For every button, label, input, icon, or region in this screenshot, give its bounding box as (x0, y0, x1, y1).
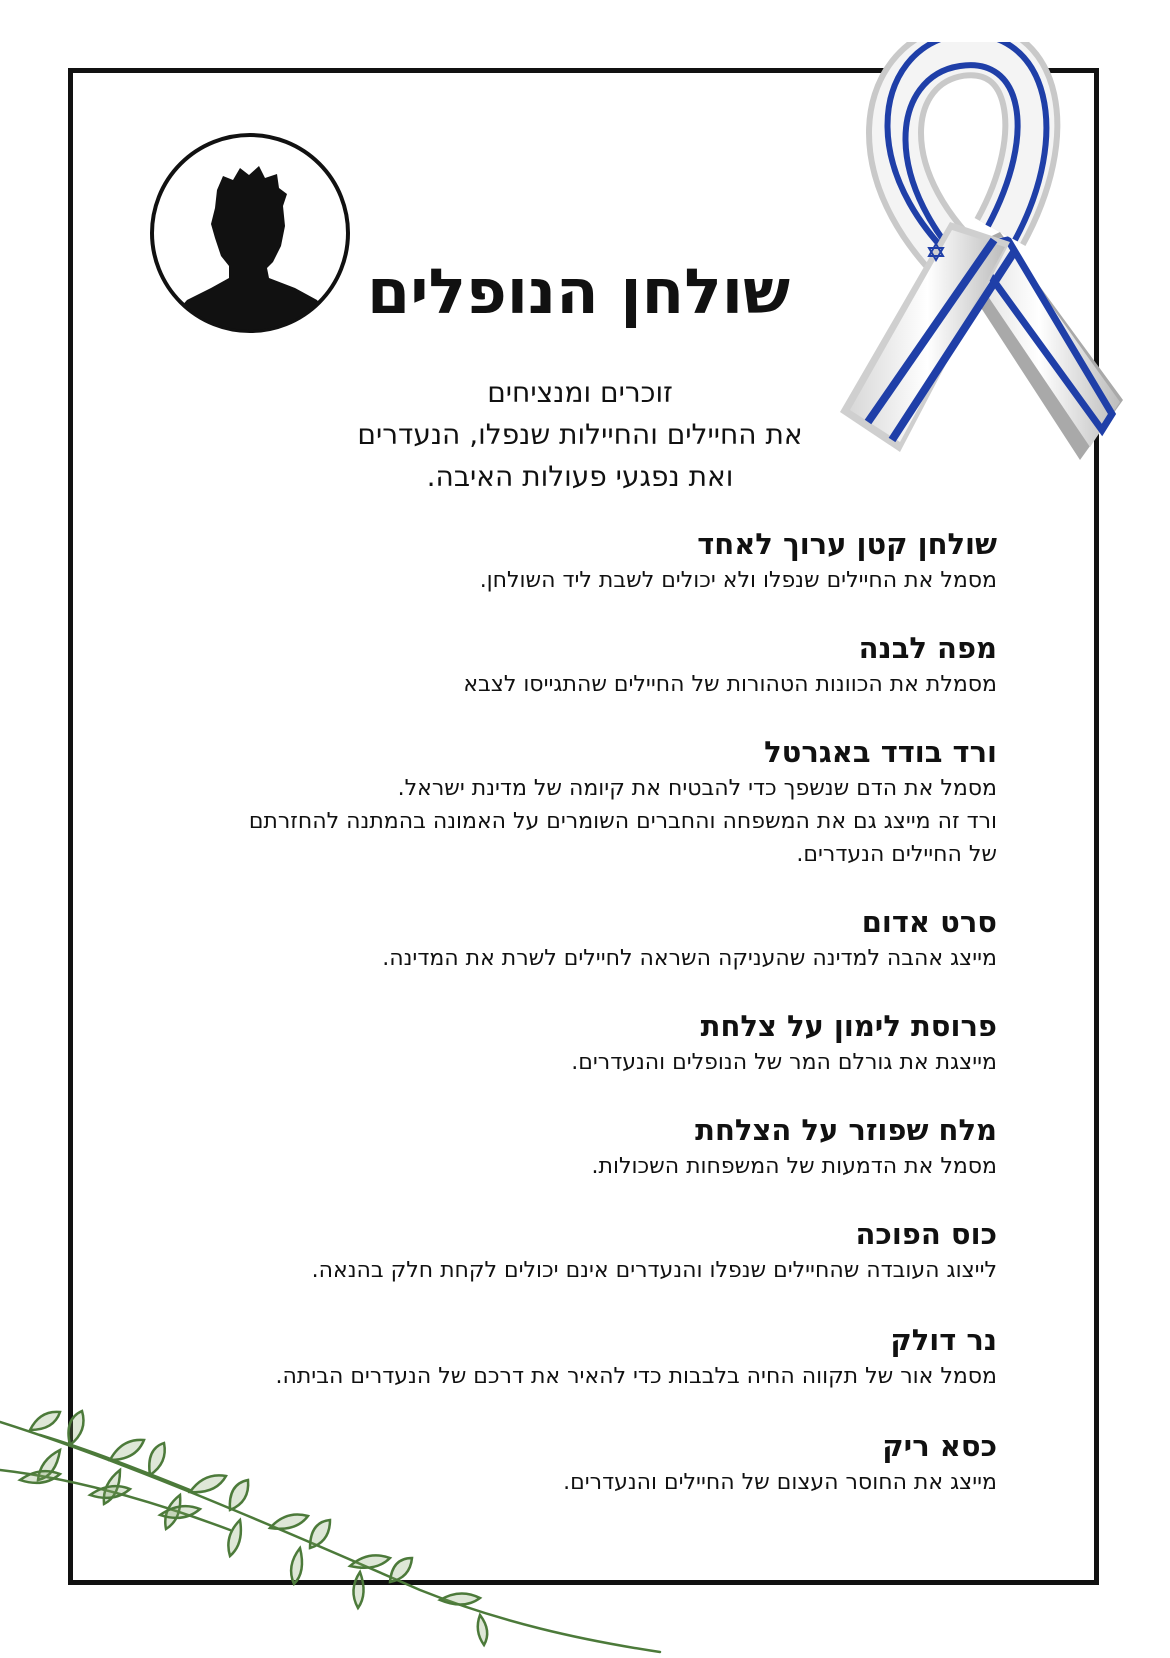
item-description-line: מייצג אהבה למדינה שהעניקה השראה לחיילים לשרת את המדינה. (382, 946, 997, 971)
item-description-line: מסמל את הדמעות של המשפחות השכולות. (591, 1154, 997, 1179)
item-description (167, 1360, 997, 1393)
item-description-line: מייצגת את גורלם המר של הנופלים והנעדרים. (571, 1050, 997, 1075)
item-description-line: מסמל את הדם שנשפך כדי להבטיח את קיומה של מדינת ישראל. (397, 776, 997, 801)
item-description-line: מסמל אור של תקווה החיה בלבבות כדי להאיר את דרכם של הנעדרים הביתה. (275, 1364, 997, 1389)
list-item (167, 526, 997, 597)
item-description-line: ורד זה מייצג גם את המשפחה והחברים השומרים על האמונה בהמתנה להחזרתם (248, 809, 997, 834)
list-item (167, 1112, 997, 1183)
dedication-line: זוכרים ומנציחים (487, 376, 673, 409)
item-description (167, 1466, 997, 1499)
item-description (167, 564, 997, 597)
list-item (167, 630, 997, 701)
item-description-line: מסמלת את הכוונות הטהורות של החיילים שהתגייסו לצבא (463, 672, 997, 697)
list-item (167, 904, 997, 975)
item-title: פרוסת לימון על צלחת (700, 1009, 997, 1043)
dedication-line: את החיילים והחיילות שנפלו, הנעדרים (357, 418, 803, 451)
item-description (167, 1046, 997, 1079)
item-description (167, 668, 997, 701)
item-title: כוס הפוכה (855, 1217, 997, 1251)
item-description (167, 1254, 997, 1287)
item-description-line: של החיילים הנעדרים. (796, 842, 997, 867)
item-description-line: מייצג את החוסר העצום של החיילים והנעדרים. (563, 1470, 997, 1495)
list-item (167, 1216, 997, 1287)
page-title: שולחן הנופלים (367, 255, 790, 328)
item-description-line: מסמל את החיילים שנפלו ולא יכולים לשבת ליד השולחן. (479, 568, 997, 593)
item-description (167, 1150, 997, 1183)
item-title: כסא ריק (882, 1429, 997, 1463)
list-item (167, 1008, 997, 1079)
item-description (167, 772, 997, 871)
item-title: נר דולק (890, 1323, 997, 1357)
item-title: שולחן קטן ערוך לאחד (697, 527, 997, 561)
dedication-line: ואת נפגעי פעולות האיבה. (426, 460, 734, 493)
item-title: סרט אדום (861, 905, 997, 939)
list-item (167, 734, 997, 871)
item-description-line: לייצוג העובדה שהחיילים שנפלו והנעדרים אינם יכולים לקחת חלק בהנאה. (311, 1258, 997, 1283)
item-title: מלח שפוזר על הצלחת (695, 1113, 997, 1147)
israel-flag-ribbon-icon (840, 42, 1125, 492)
person-silhouette-icon (145, 128, 355, 338)
list-item (167, 1322, 997, 1393)
item-title: ורד בודד באגרטל (764, 735, 997, 769)
dedication-text (320, 372, 840, 498)
list-item (167, 1428, 997, 1499)
item-description (167, 942, 997, 975)
item-title: מפה לבנה (858, 631, 997, 665)
